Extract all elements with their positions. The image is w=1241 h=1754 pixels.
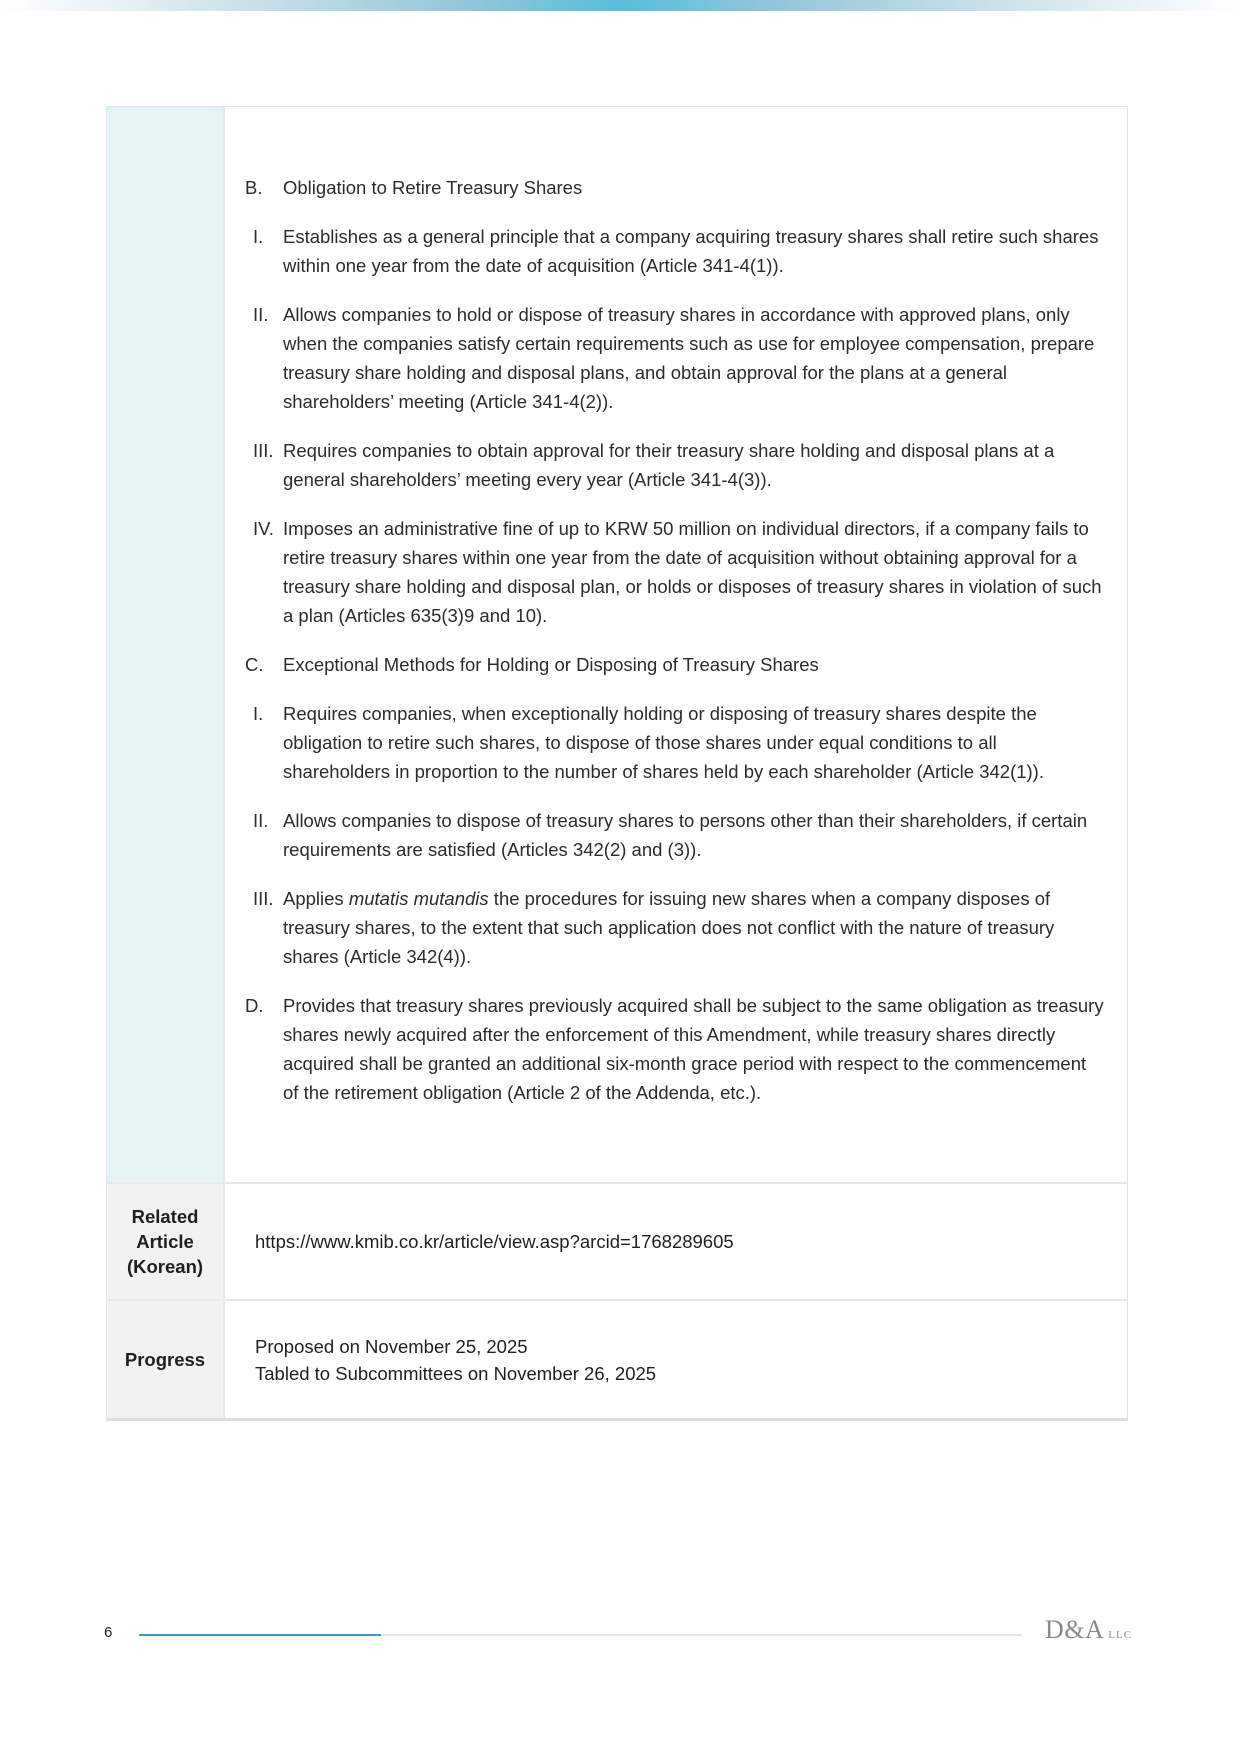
progress-label: Progress bbox=[107, 1301, 225, 1418]
list-item bbox=[245, 300, 1105, 416]
item-marker: IV. bbox=[253, 518, 274, 539]
section-marker: D. bbox=[245, 995, 264, 1016]
item-text: Allows companies to dispose of treasury shares to persons other than their shareholders, if certain requirements are satisfied (Articles 342(2) and (3)). bbox=[283, 810, 1088, 860]
item-marker: I. bbox=[253, 703, 264, 724]
item-text-rest: the procedures for issuing new shares when a company disposes of treasury shares, to the extent that such application does not conflict with the nature of treasury shares (Article 342(4)). bbox=[283, 888, 1055, 967]
item-marker: III. bbox=[253, 440, 274, 461]
section-title: Obligation to Retire Treasury Shares bbox=[283, 177, 583, 198]
item-marker: I. bbox=[253, 226, 264, 247]
list-item bbox=[245, 436, 1105, 494]
progress-tabled: Tabled to Subcommittees on November 26, 2025 bbox=[255, 1362, 657, 1384]
footer-progress-line bbox=[139, 1634, 1022, 1636]
logo-mark: D&A bbox=[1045, 1615, 1105, 1644]
item-text: Allows companies to hold or dispose of treasury shares in accordance with approved plans, only when the companies satisfy certain requirements such as use for employee compensation, prepare treasury share holding and disposal plans, and obtain approval for the plans at a general shareholders’ meeting (Article 341-4(2)). bbox=[283, 304, 1095, 412]
item-marker: II. bbox=[253, 810, 269, 831]
list-item bbox=[245, 222, 1105, 280]
logo-suffix: LLC bbox=[1108, 1629, 1133, 1641]
related-article-link[interactable]: https://www.kmib.co.kr/article/view.asp?arcid=1768289605 bbox=[255, 1231, 734, 1252]
section-d-paragraph bbox=[245, 991, 1105, 1107]
section-marker: B. bbox=[245, 177, 263, 198]
page-number: 6 bbox=[104, 1624, 113, 1641]
item-text: Requires companies, when exceptionally holding or disposing of treasury shares despite the obligation to retire such shares, to dispose of those shares under equal conditions to all shareholders in proportion to the number of shares held by each shareholder (Article 342(1)). bbox=[283, 703, 1044, 782]
section-marker: C. bbox=[245, 654, 264, 675]
section-c-heading bbox=[245, 650, 1105, 679]
list-item bbox=[245, 884, 1105, 971]
related-article-row bbox=[107, 1182, 1127, 1299]
item-text-lead: Applies bbox=[283, 888, 349, 909]
list-item bbox=[245, 514, 1105, 630]
progress-cell bbox=[225, 1301, 1127, 1418]
firm-logo bbox=[1045, 1615, 1132, 1645]
section-title: Exceptional Methods for Holding or Disposing of Treasury Shares bbox=[283, 654, 819, 675]
item-text: Requires companies to obtain approval for their treasury share holding and disposal plans at a general shareholders’ meeting every year (Article 341-4(3)). bbox=[283, 440, 1055, 490]
progress-proposed: Proposed on November 25, 2025 bbox=[255, 1335, 528, 1357]
item-text: Imposes an administrative fine of up to KRW 50 million on individual directors, if a company fails to retire treasury shares within one year from the date of acquisition without obtaining approval for a treasury share holding and disposal plan, or holds or disposes of treasury shares in violation of such a plan (Articles 635(3)9 and 10). bbox=[283, 518, 1102, 626]
main-content-row bbox=[107, 107, 1127, 1182]
related-label-line: Related bbox=[131, 1206, 199, 1227]
related-article-cell bbox=[225, 1184, 1127, 1299]
progress-row bbox=[107, 1299, 1127, 1418]
item-marker: II. bbox=[253, 304, 269, 325]
related-label-line: Article bbox=[136, 1231, 194, 1252]
item-marker: III. bbox=[253, 888, 274, 909]
item-text: Establishes as a general principle that a company acquiring treasury shares shall retire such shares within one year from the date of acquisition (Article 341-4(1)). bbox=[283, 226, 1099, 276]
summary-table bbox=[106, 106, 1128, 1421]
section-d-text: Provides that treasury shares previously acquired shall be subject to the same obligation as treasury shares newly acquired after the enforcement of this Amendment, while treasury shares directly acquired shall be granted an additional six-month grace period with respect to the commencement of the retirement obligation (Article 2 of the Addenda, etc.). bbox=[283, 995, 1104, 1103]
list-item bbox=[245, 806, 1105, 864]
list-item bbox=[245, 699, 1105, 786]
related-article-label bbox=[107, 1184, 225, 1299]
related-label-line: (Korean) bbox=[126, 1256, 204, 1277]
main-label-cell bbox=[107, 107, 225, 1182]
main-content-cell bbox=[225, 107, 1127, 1182]
footer-progress-fill bbox=[139, 1634, 381, 1636]
item-text-italic: mutatis mutandis bbox=[348, 888, 489, 909]
top-gradient-band bbox=[0, 0, 1241, 11]
section-b-heading bbox=[245, 173, 1105, 202]
item-text bbox=[283, 884, 1105, 971]
